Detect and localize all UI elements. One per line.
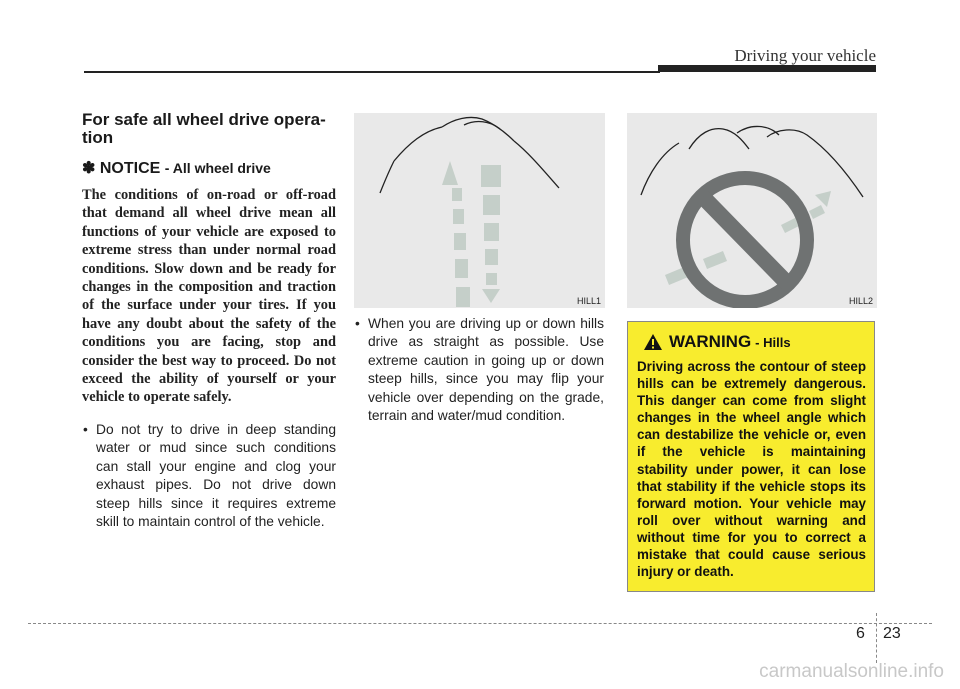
- warning-body: Driving across the contour of steep hills can be extremely dangerous. This danger can come from slight changes in the wheel angle which can destabilize the vehicle or, even if the vehicle is maintaining stability under power, it can lose that stability if the vehicle stops its forward motion. Your vehicle may roll over without warning and without time for you to correct a mistake that could cause serious injury or death.: [637, 359, 866, 580]
- figure-hill-across: [627, 113, 877, 308]
- running-header: Driving your vehicle: [734, 46, 876, 65]
- warning-box: [627, 321, 875, 592]
- downward-arrow-head-icon: [482, 289, 500, 303]
- list-item: [82, 421, 336, 531]
- page-number: 23: [883, 625, 901, 642]
- warning-subtitle: - Hills: [755, 334, 791, 350]
- footer-rule: [28, 623, 932, 624]
- header-rule: [84, 71, 660, 73]
- figure-label: HILL1: [576, 296, 601, 306]
- prohibition-icon: [683, 178, 807, 302]
- page-number-separator: [876, 613, 877, 663]
- notice-label: NOTICE: [99, 160, 161, 177]
- bullet-text: Do not try to drive in deep standing water or mud since such conditions can stall your engine and clog your exhaust pipes. Do not drive down steep hills since it requires extreme skill to maintain control of the vehicle.: [96, 421, 336, 529]
- notice-subtitle: - All wheel drive: [164, 160, 271, 176]
- bullet-text: When you are driving up or down hills drive as straight as possible. Use extreme caution in going up or down steep hills, since you may flip your vehicle over depending on the grade, terrain and water/mud condition.: [368, 316, 604, 424]
- chapter-number: 6: [856, 625, 865, 642]
- figure-label: HILL2: [848, 296, 873, 306]
- warning-heading: [643, 332, 866, 352]
- bullet-icon: •: [83, 421, 88, 437]
- section-heading-text: For safe all wheel drive opera- tion: [82, 110, 326, 147]
- notice-body: The conditions of on-road or off-road that demand all wheel drive mean all functions of your vehicle are exposed to extreme stress than under normal road conditions. Slow down and be ready for changes in the composition and traction of the surface under your tires. If you have any doubt about the safety of the conditions you are facing, stop and consider the best way to proceed. Do not exceed the ability of yourself or your vehicle to operate safely.: [82, 187, 336, 406]
- warning-triangle-icon: [643, 333, 663, 351]
- header-rule-accent: [658, 65, 876, 72]
- figure-hill-straight: [354, 113, 605, 308]
- left-column: [82, 111, 336, 531]
- notice-heading: [82, 159, 336, 178]
- notice-symbol-icon: ✽: [82, 160, 96, 177]
- watermark: carmanualsonline.info: [759, 661, 944, 682]
- hill-straight-illustration: [354, 113, 605, 308]
- section-heading: [82, 111, 336, 147]
- warning-title: WARNING: [669, 332, 752, 351]
- bullet-icon: •: [355, 316, 360, 331]
- diagonal-arrow-head-icon: [815, 191, 831, 207]
- middle-column: [354, 315, 604, 425]
- hill-across-illustration: [627, 113, 877, 308]
- list-item: [354, 315, 604, 425]
- upward-arrow-head-icon: [442, 161, 458, 185]
